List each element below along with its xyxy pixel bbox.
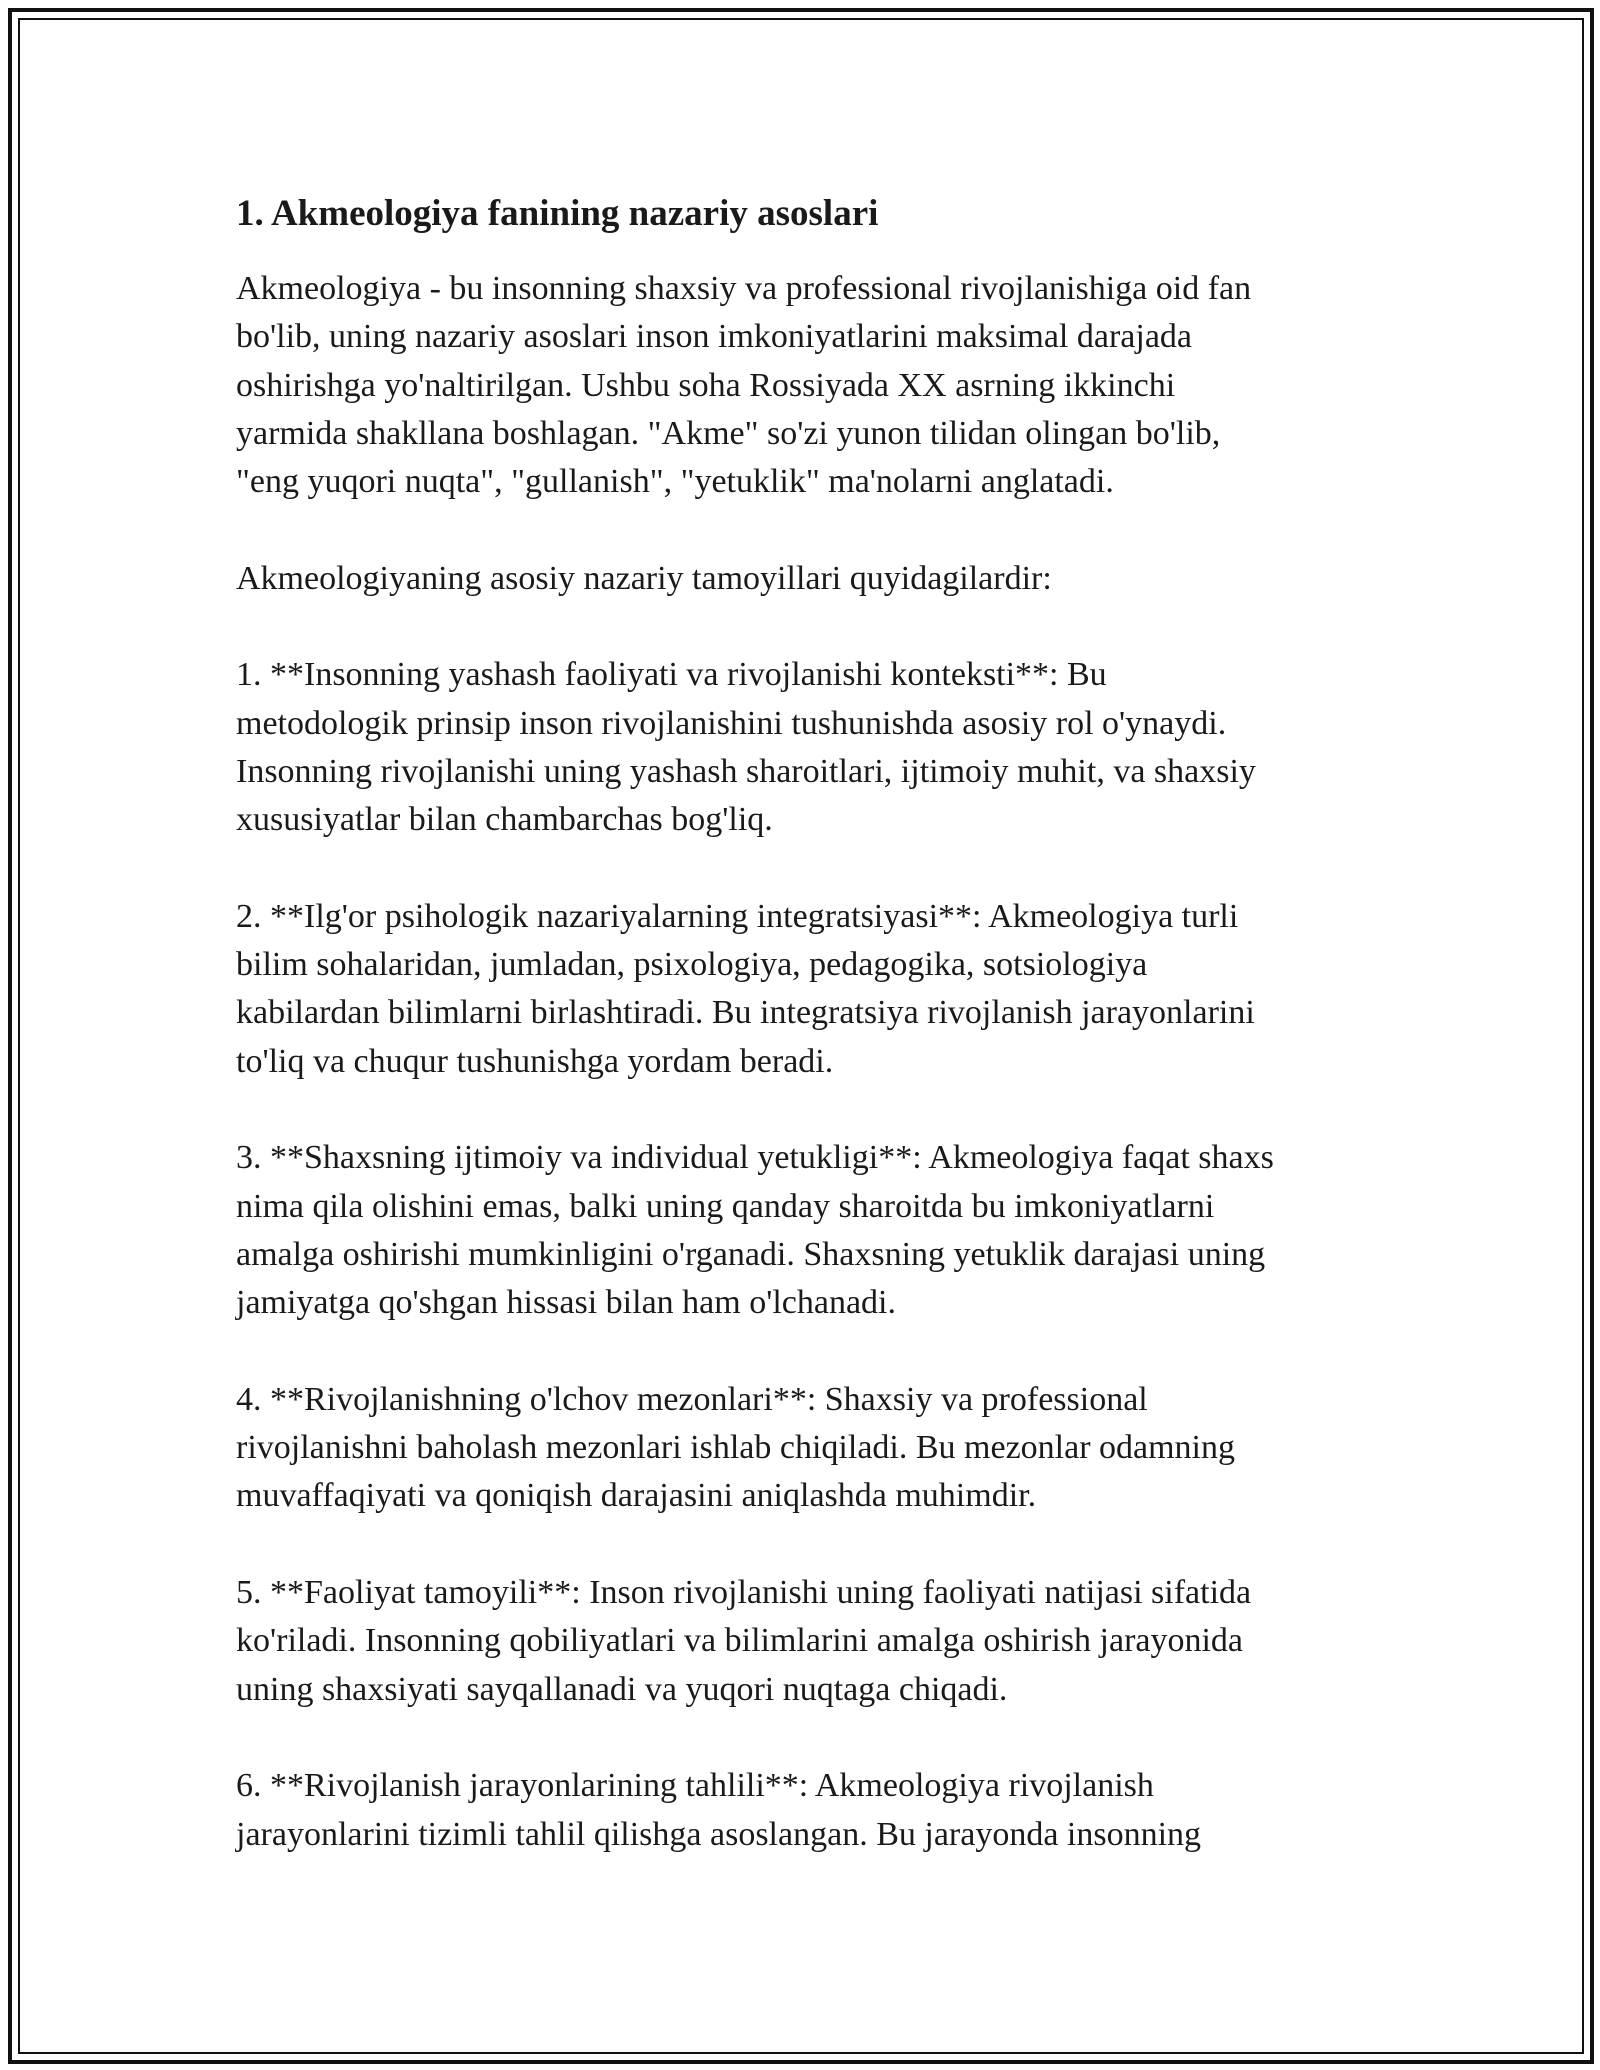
principle-item-3: [236, 1134, 1376, 1327]
paragraph-gap: [236, 506, 1376, 554]
principle-line: muvaffaqiyati va qoniqish darajasini aniqlashda muhimdir.: [236, 1477, 1037, 1515]
principle-item-5: [236, 1569, 1376, 1714]
paragraph-gap: [236, 1521, 1376, 1569]
principle-line: metodologik prinsip inson rivojlanishini tushunishda asosiy rol o'ynaydi.: [236, 704, 1227, 742]
paragraph-gap: [236, 603, 1376, 651]
principle-line: nima qila olishini emas, balki uning qanday sharoitda bu imkoniyatlarni: [236, 1187, 1215, 1225]
principle-line: amalga oshirishi mumkinligini o'rganadi. Shaxsning yetuklik darajasi uning: [236, 1235, 1266, 1273]
principle-line: 4. **Rivojlanishning o'lchov mezonlari**: Shaxsiy va professional: [236, 1380, 1148, 1418]
principle-line: 3. **Shaxsning ijtimoiy va individual yetukligi**: Akmeologiya faqat shaxs: [236, 1139, 1274, 1177]
principle-line: to'liq va chuqur tushunishga yordam beradi.: [236, 1042, 834, 1080]
intro-paragraph: [236, 265, 1376, 506]
principles-intro: [236, 555, 1376, 603]
paragraph-gap: [236, 845, 1376, 893]
intro-line: "eng yuqori nuqta", "gullanish", "yetuklik" ma'nolarni anglatadi.: [236, 463, 1114, 501]
principles-intro-line: Akmeologiyaning asosiy nazariy tamoyillari quyidagilardir:: [236, 559, 1052, 597]
principle-line: ko'riladi. Insonning qobiliyatlari va bilimlarini amalga oshirish jarayonida: [236, 1622, 1244, 1660]
principle-line: rivojlanishni baholash mezonlari ishlab chiqiladi. Bu mezonlar odamning: [236, 1429, 1235, 1467]
principle-line: 5. **Faoliyat tamoyili**: Inson rivojlanishi uning faoliyati natijasi sifatida: [236, 1574, 1252, 1612]
principle-line: 1. **Insonning yashash faoliyati va rivojlanishi konteksti**: Bu: [236, 656, 1107, 694]
principle-item-6: [236, 1762, 1376, 1859]
paragraph-gap: [236, 1328, 1376, 1376]
principle-line: xususiyatlar bilan chambarchas bog'liq.: [236, 801, 773, 839]
principle-item-1: [236, 651, 1376, 844]
intro-line: Akmeologiya - bu insonning shaxsiy va professional rivojlanishiga oid fan: [236, 270, 1252, 307]
principle-line: jamiyatga qo'shgan hissasi bilan ham o'lchanadi.: [236, 1284, 896, 1322]
intro-line: yarmida shakllana boshlagan. "Akme" so'zi yunon tilidan olingan bo'lib,: [236, 414, 1221, 452]
principle-line: bilim sohalaridan, jumladan, psixologiya, pedagogika, sotsiologiya: [236, 946, 1148, 984]
principle-line: uning shaxsiyati sayqallanadi va yuqori nuqtaga chiqadi.: [236, 1670, 1008, 1708]
principle-line: 6. **Rivojlanish jarayonlarining tahlili**: Akmeologiya rivojlanish: [236, 1767, 1154, 1805]
paragraph-gap: [236, 1086, 1376, 1134]
principle-line: jarayonlarini tizimli tahlil qilishga asoslangan. Bu jarayonda insonning: [236, 1815, 1202, 1853]
intro-line: bo'lib, uning nazariy asoslari inson imkoniyatlarini maksimal darajada: [236, 318, 1193, 356]
principle-item-4: [236, 1376, 1376, 1521]
intro-line: oshirishga yo'naltirilgan. Ushbu soha Rossiyada XX asrning ikkinchi: [236, 366, 1176, 404]
section-heading: 1. Akmeologiya fanining nazariy asoslari: [236, 193, 879, 234]
paragraph-gap: [236, 1714, 1376, 1762]
document-body: [236, 183, 1376, 1859]
principle-item-2: [236, 893, 1376, 1086]
principle-line: Insonning rivojlanishi uning yashash sharoitlari, ijtimoiy muhit, va shaxsiy: [236, 752, 1256, 790]
principle-line: kabilardan bilimlarni birlashtiradi. Bu integratsiya rivojlanish jarayonlarini: [236, 994, 1255, 1032]
principle-line: 2. **Ilg'or psihologik nazariyalarning integratsiyasi**: Akmeologiya turli: [236, 897, 1239, 935]
